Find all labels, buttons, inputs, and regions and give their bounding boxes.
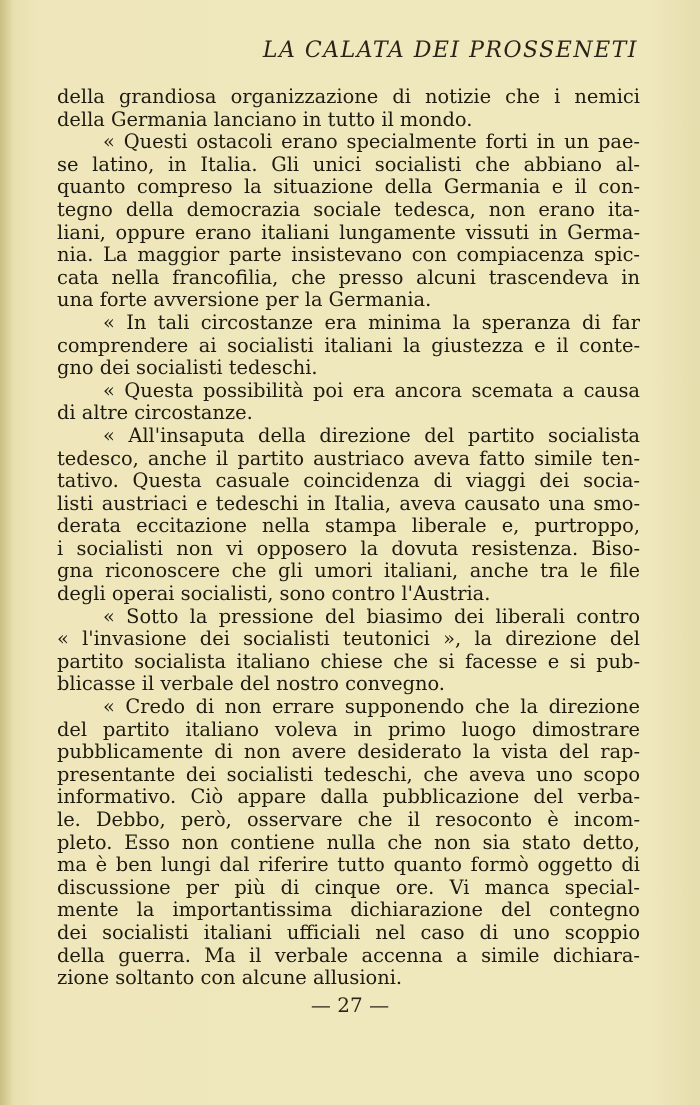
text-line: gno dei socialisti tedeschi. [57, 357, 318, 380]
page-number: — 27 — [310, 993, 390, 1017]
text-line: « Credo di non errare supponendo che la direzione [103, 696, 640, 719]
text-line: se latino, in Italia. Gli unici socialisti che abbiano al- [57, 153, 640, 176]
text-line: blicasse il verbale del nostro convegno. [57, 673, 445, 696]
text-line: presentante dei socialisti tedeschi, che aveva uno scopo [57, 763, 640, 786]
text-line: di altre circostanze. [57, 402, 253, 425]
text-line: della grandiosa organizzazione di notizie che i nemici [57, 86, 640, 108]
text-line: degli operai socialisti, sono contro l'Austria. [57, 583, 491, 606]
running-head: LA CALATA DEI PROSSENETI [262, 38, 638, 63]
page-spine-shadow [0, 0, 12, 1105]
text-line: del partito italiano voleva in primo luogo dimostrare [57, 718, 640, 741]
text-line: « All'insaputa della direzione del partito socialista [103, 424, 640, 447]
text-line: i socialisti non vi opposero la dovuta resistenza. Biso- [57, 537, 640, 560]
text-line: dei socialisti italiani ufficiali nel caso di uno scoppio [57, 921, 640, 944]
text-line: « Sotto la pressione del biasimo dei liberali contro [103, 605, 640, 628]
text-line: quanto compreso la situazione della Germania e il con- [57, 176, 640, 199]
text-line: tativo. Questa casuale coincidenza di viaggi dei socia- [57, 470, 640, 493]
text-line: discussione per più di cinque ore. Vi manca special- [57, 876, 640, 899]
text-line: tegno della democrazia sociale tedesca, non erano ita- [57, 198, 640, 221]
text-line: pleto. Esso non contiene nulla che non sia stato detto, [57, 831, 640, 854]
text-line: partito socialista italiano chiese che si facesse e si pub- [57, 650, 640, 673]
text-line: informativo. Ciò appare dalla pubblicazione del verba- [57, 786, 640, 809]
text-line: comprendere ai socialisti italiani la giustezza e il conte- [57, 334, 640, 357]
text-line: « Questi ostacoli erano specialmente forti in un pae- [103, 131, 640, 154]
text-line: listi austriaci e tedeschi in Italia, aveva causato una smo- [57, 492, 640, 515]
text-line: della Germania lanciano in tutto il mondo. [57, 108, 473, 131]
text-line: liani, oppure erano italiani lungamente vissuti in Germa- [57, 221, 640, 244]
text-line: zione soltanto con alcune allusioni. [57, 967, 403, 990]
text-line: pubblicamente di non avere desiderato la vista del rap- [57, 741, 640, 764]
text-line: le. Debbo, però, osservare che il resoconto è incom- [57, 809, 640, 831]
body-text [57, 86, 640, 990]
text-line: nia. La maggior parte insistevano con compiacenza spic- [57, 244, 640, 267]
text-line: gna riconoscere che gli umori italiani, anche tra le file [57, 560, 640, 583]
text-line: della guerra. Ma il verbale accenna a simile dichiara- [57, 944, 640, 967]
text-line: « In tali circostanze era minima la speranza di far [103, 311, 640, 334]
text-line: una forte avversione per la Germania. [57, 289, 432, 312]
text-line: cata nella francofilia, che presso alcuni trascendeva in [57, 266, 640, 289]
text-line: ma è ben lungi dal riferire tutto quanto formò oggetto di [57, 854, 640, 877]
text-line: « Questa possibilità poi era ancora scemata a causa [103, 379, 640, 402]
text-line: « l'invasione dei socialisti teutonici », la direzione del [57, 628, 640, 651]
text-line: tedesco, anche il partito austriaco aveva fatto simile ten- [57, 447, 640, 470]
text-line: derata eccitazione nella stampa liberale e, purtroppo, [57, 515, 640, 538]
text-line: mente la importantissima dichiarazione del contegno [57, 899, 640, 922]
